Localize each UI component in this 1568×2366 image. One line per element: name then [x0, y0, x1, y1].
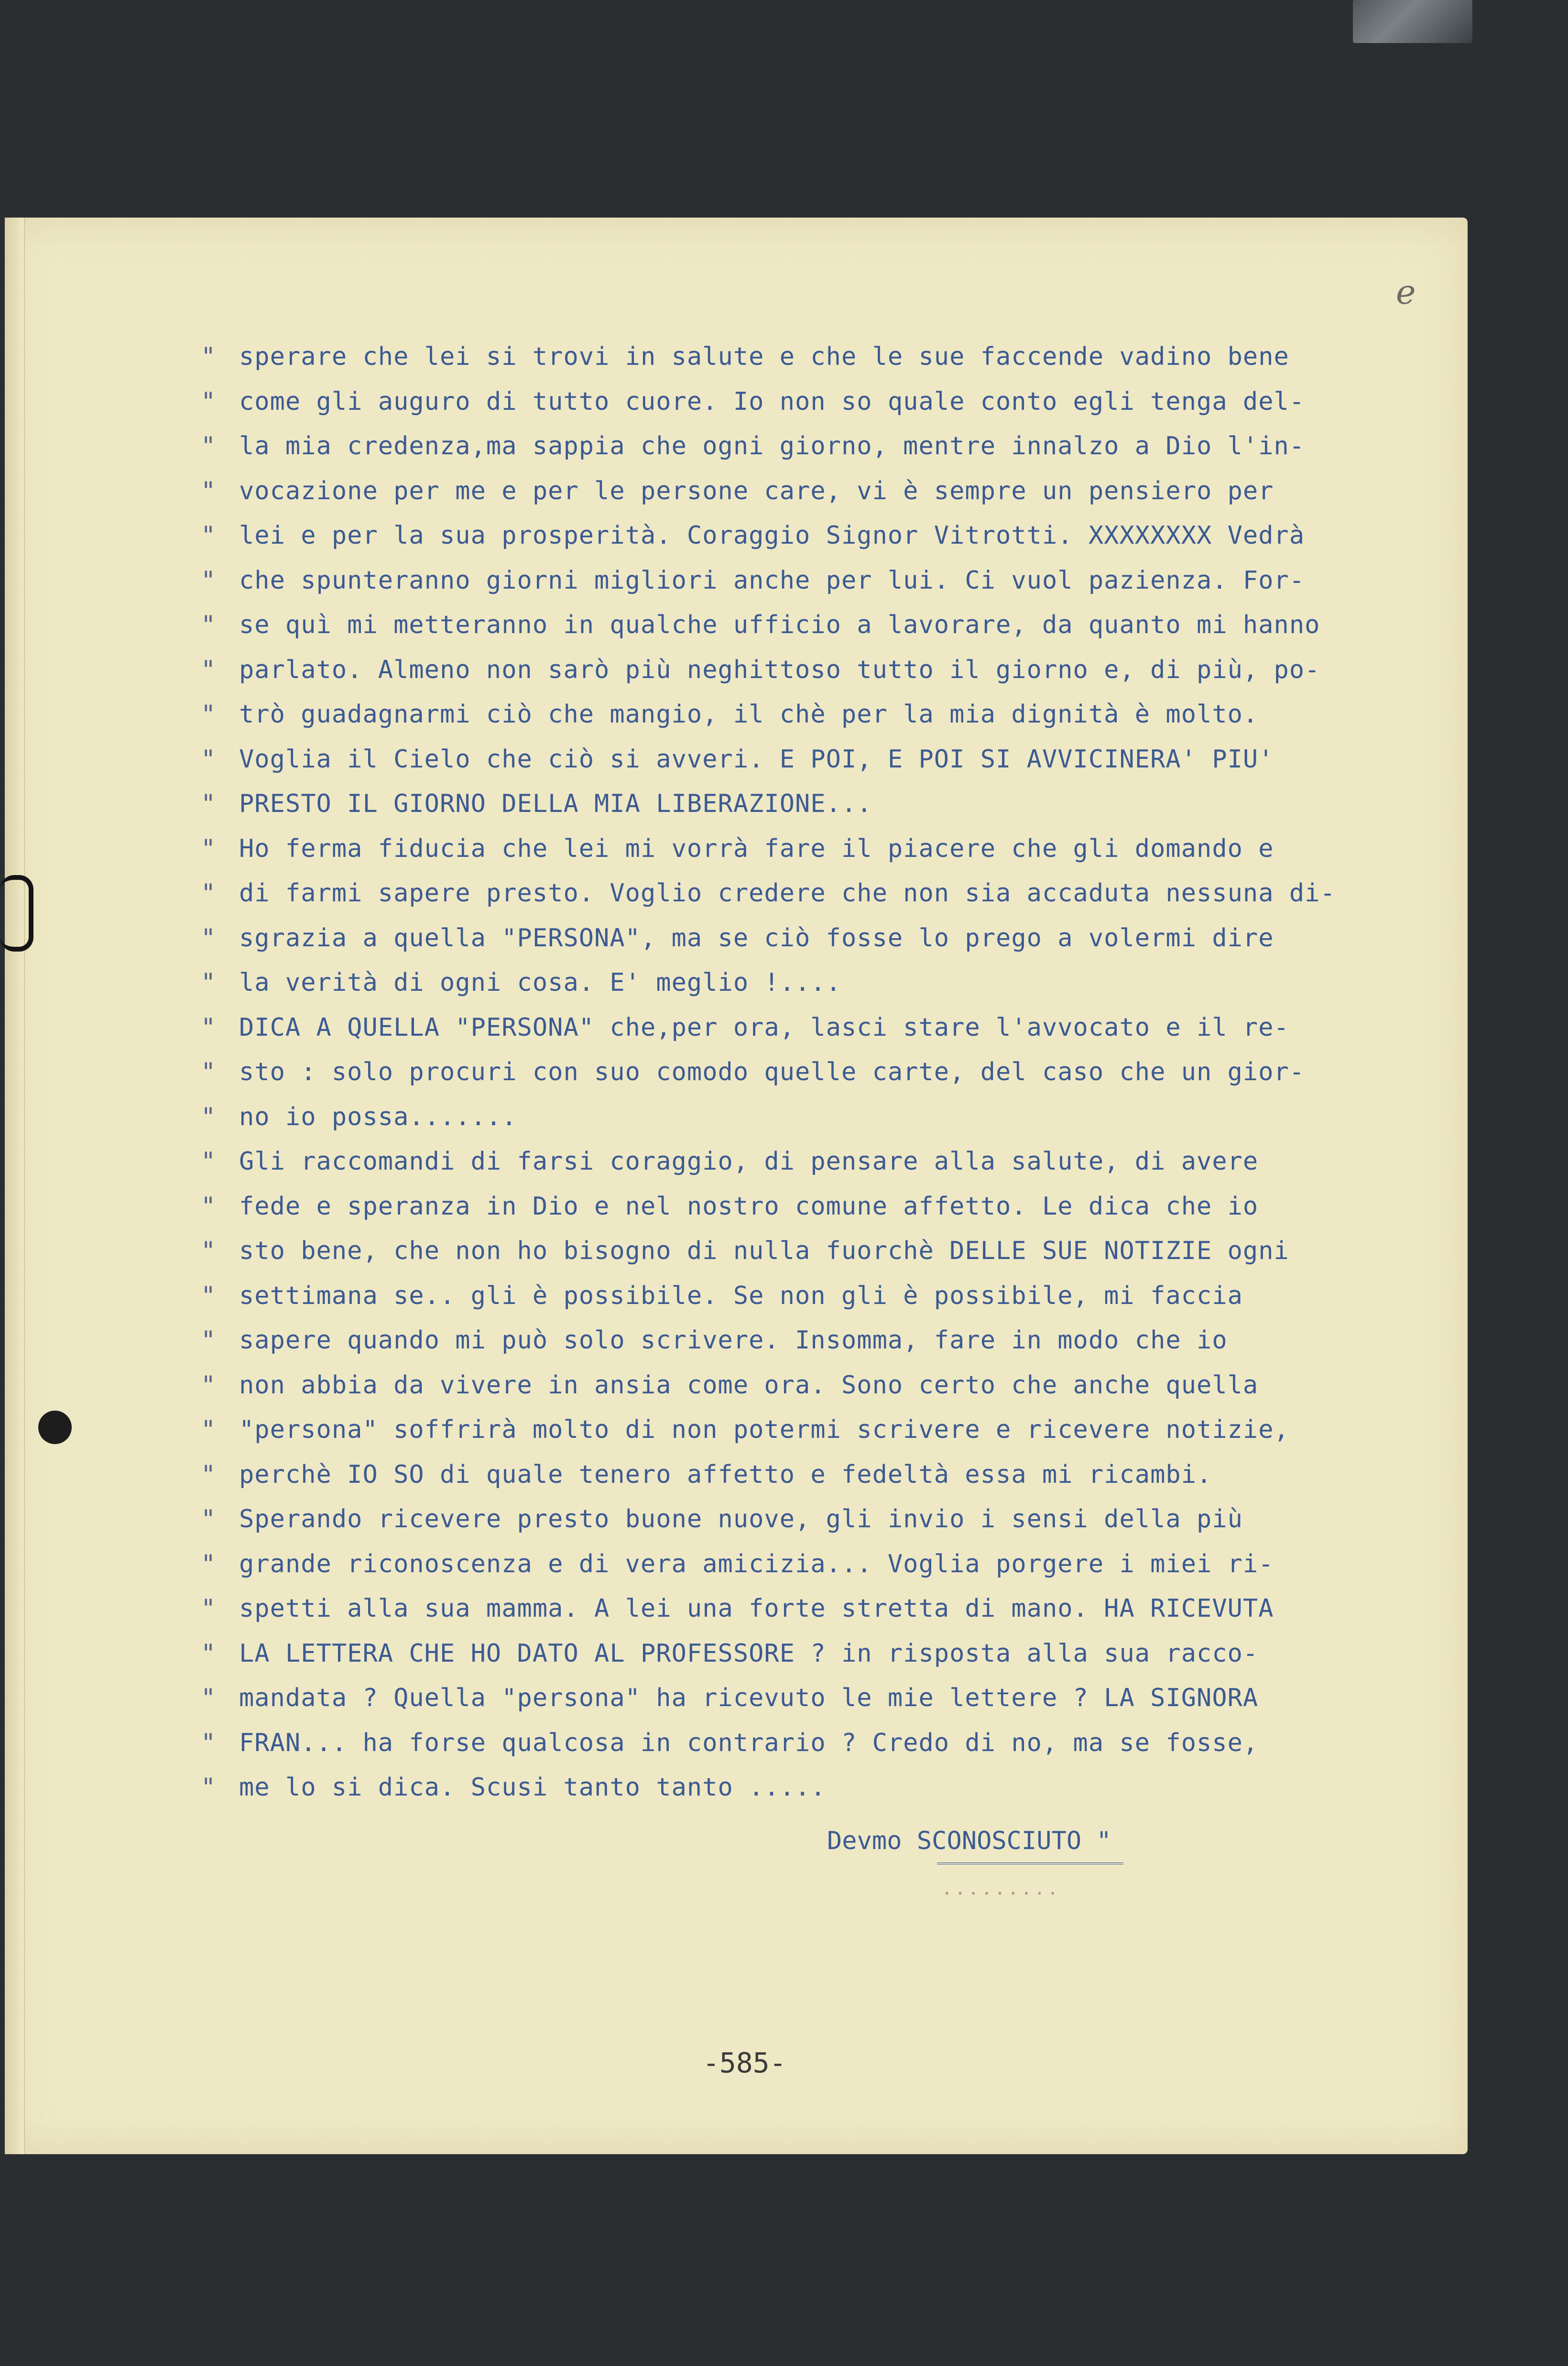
letter-line: " "persona" soffrirà molto di non potermi scrivere e ricevere notizie,: [201, 1415, 1289, 1444]
letter-line: " sapere quando mi può solo scrivere. Insomma, fare in modo che io: [201, 1326, 1228, 1355]
signature-dots: .........: [942, 1879, 1061, 1899]
letter-line: " come gli auguro di tutto cuore. Io non so quale conto egli tenga del-: [201, 387, 1305, 416]
letter-line: " vocazione per me e per le persone care, vi è sempre un pensiero per: [201, 476, 1274, 505]
binding-string: [0, 875, 33, 952]
letter-line: " sto : solo procuri con suo comodo quelle carte, del caso che un gior-: [201, 1058, 1305, 1086]
letter-line: " DICA A QUELLA "PERSONA" che,per ora, lasci stare l'avvocato e il re-: [201, 1013, 1289, 1042]
letter-line: " no io possa.......: [201, 1102, 517, 1131]
letter-line: " Gli raccomandi di farsi coraggio, di pensare alla salute, di avere: [201, 1147, 1259, 1176]
letter-line: " sgrazia a quella "PERSONA", ma se ciò fosse lo prego a volermi dire: [201, 923, 1274, 953]
letter-line: " PRESTO IL GIORNO DELLA MIA LIBERAZIONE...: [201, 789, 872, 818]
letter-line: " spetti alla sua mamma. A lei una forte stretta di mano. HA RICEVUTA: [201, 1594, 1274, 1623]
letter-line: " se quì mi metteranno in qualche ufficio a lavorare, da quanto mi hanno: [201, 611, 1320, 639]
letter-line: " perchè IO SO di quale tenero affetto e fedeltà essa mi ricambi.: [201, 1460, 1212, 1489]
letter-line: " la verità di ogni cosa. E' meglio !....: [201, 968, 841, 997]
punch-hole: [38, 1411, 72, 1444]
letter-line: " FRAN... ha forse qualcosa in contrario ? Credo di no, ma se fosse,: [201, 1728, 1259, 1757]
letter-line: " parlato. Almeno non sarò più neghittoso tutto il giorno e, di più, po-: [201, 655, 1320, 684]
signature-underline: [937, 1862, 1123, 1864]
letter-line: " settimana se.. gli è possibile. Se non gli è possibile, mi faccia: [201, 1281, 1243, 1310]
letter-line: " trò guadagnarmi ciò che mangio, il chè per la mia dignità è molto.: [201, 700, 1259, 729]
letter-line: " LA LETTERA CHE HO DATO AL PROFESSORE ? in risposta alla sua racco-: [201, 1639, 1259, 1668]
letter-line: " non abbia da vivere in ansia come ora. Sono certo che anche quella: [201, 1370, 1259, 1400]
page-number: -585-: [703, 2047, 786, 2079]
letter-line: " sto bene, che non ho bisogno di nulla fuorchè DELLE SUE NOTIZIE ogni: [201, 1237, 1289, 1265]
letter-line: " fede e speranza in Dio e nel nostro comune affetto. Le dica che io: [201, 1192, 1259, 1221]
letter-line: " mandata ? Quella "persona" ha ricevuto le mie lettere ? LA SIGNORA: [201, 1684, 1259, 1712]
letter-line: " me lo si dica. Scusi tanto tanto .....: [201, 1773, 826, 1802]
letter-line: " Sperando ricevere presto buone nuove, gli invio i sensi della più: [201, 1505, 1243, 1534]
letter-line: " che spunteranno giorni migliori anche per lui. Ci vuol pazienza. For-: [201, 566, 1305, 595]
letter-line: " lei e per la sua prosperità. Coraggio Signor Vitrotti. XXXXXXXX Vedrà: [201, 521, 1305, 550]
letter-line: " Ho ferma fiducia che lei mi vorrà fare il piacere che gli domando e: [201, 834, 1274, 863]
pencil-page-mark: e: [1396, 273, 1416, 312]
paper-bound-edge: [5, 218, 25, 2154]
letter-line: " di farmi sapere presto. Voglio credere che non sia accaduta nessuna di-: [201, 879, 1336, 908]
letter-line: " Voglia il Cielo che ciò si avveri. E POI, E POI SI AVVICINERA' PIU': [201, 745, 1274, 774]
letter-line: " sperare che lei si trovi in salute e che le sue faccende vadino bene: [201, 342, 1289, 371]
signature: Devmo SCONOSCIUTO ": [827, 1827, 1111, 1855]
letter-line: " grande riconoscenza e di vera amicizia... Voglia porgere i miei ri-: [201, 1549, 1274, 1578]
letter-line: " la mia credenza,ma sappia che ogni giorno, mentre innalzo a Dio l'in-: [201, 432, 1305, 460]
tape-strip: [1353, 0, 1472, 43]
letter-body: [201, 335, 1434, 1810]
